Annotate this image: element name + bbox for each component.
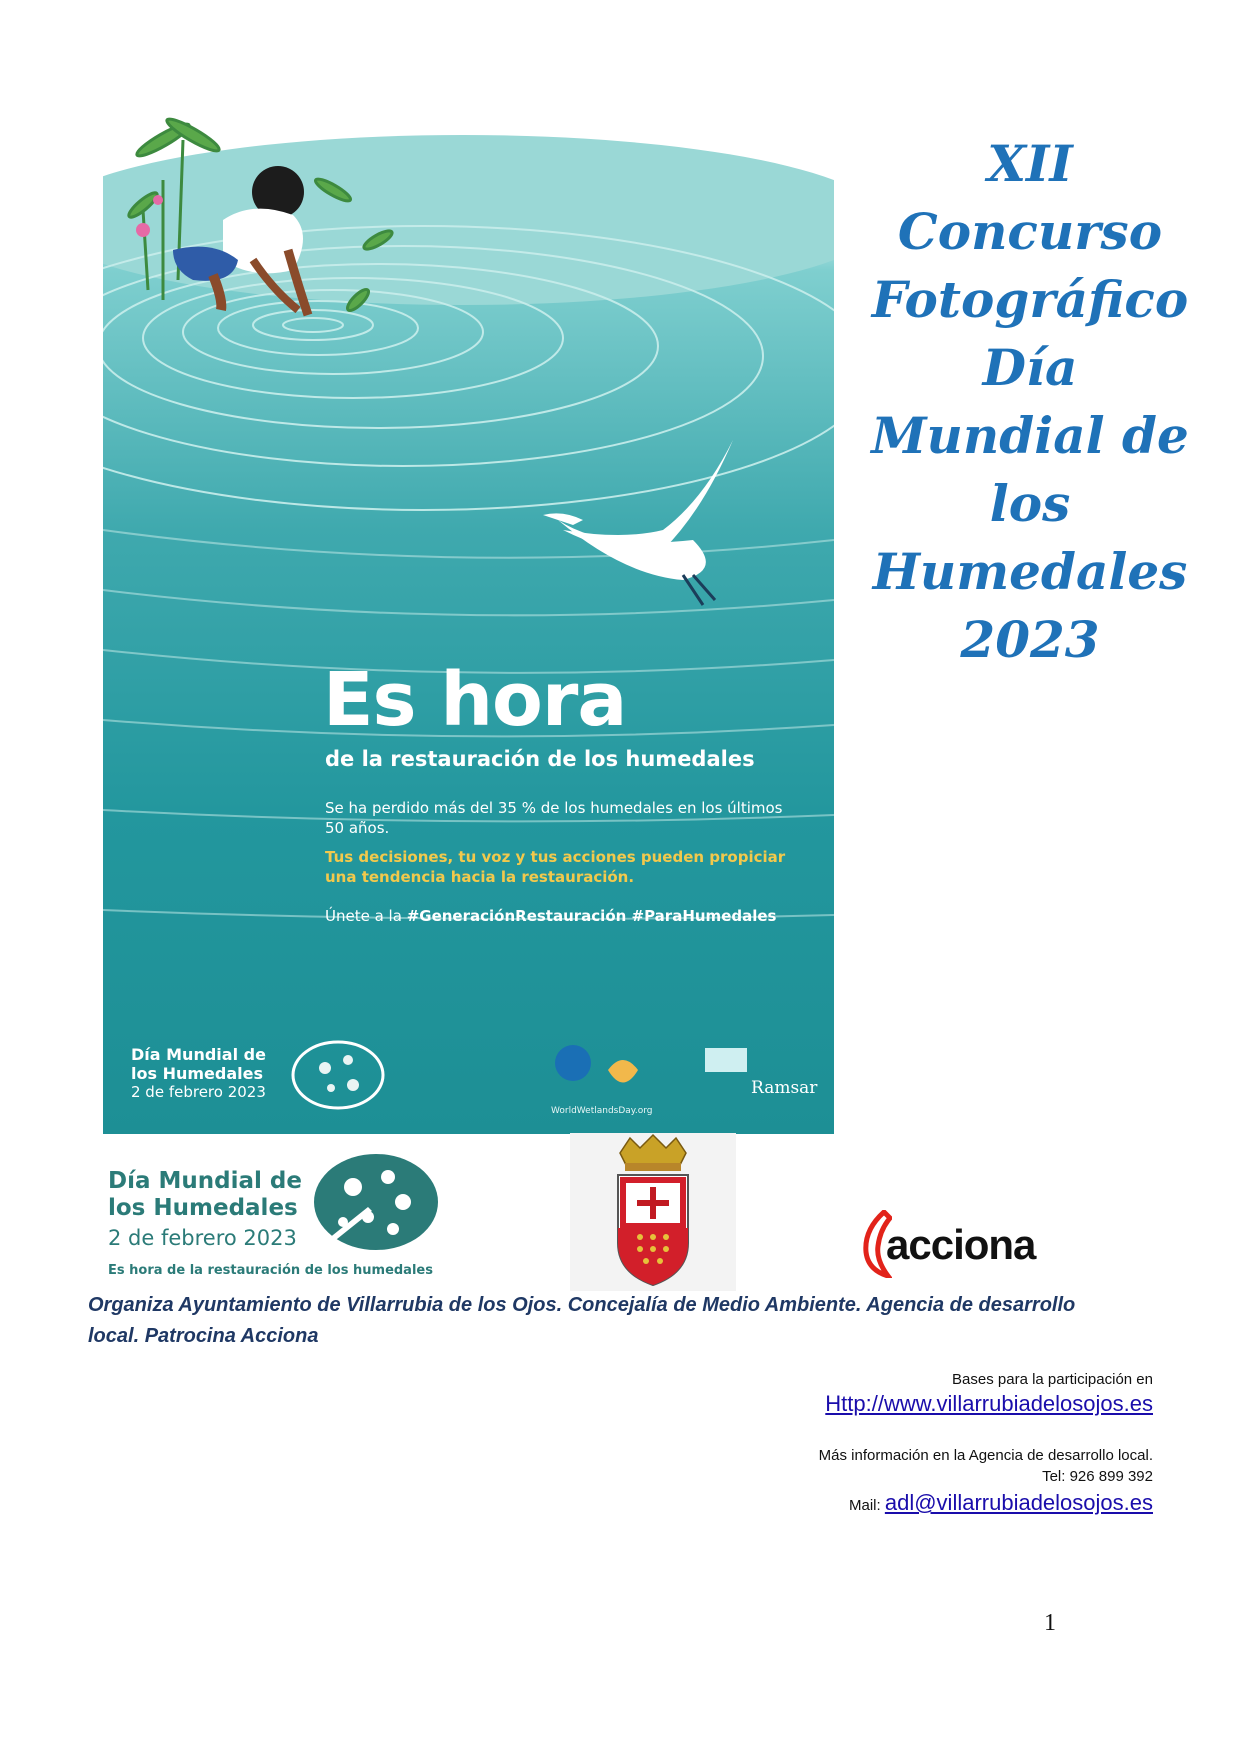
wwd-logo-tagline: Es hora de la restauración de los humedales [108, 1263, 433, 1278]
title-line: los [989, 474, 1071, 533]
danone-logo [555, 1045, 591, 1081]
poster-join-prefix: Únete a la [325, 907, 402, 925]
mail-line [849, 1490, 1153, 1516]
poster-join-line [325, 907, 776, 925]
poster-paragraph-action: Tus decisiones, tu voz y tus acciones pueden propiciar una tendencia hacia la restauración. [325, 848, 786, 886]
poster-wwd-line1: Día Mundial de [131, 1045, 266, 1064]
poster-website: WorldWetlandsDay.org [551, 1106, 653, 1116]
poster-wwd-label [131, 1045, 266, 1102]
wetlands-poster [103, 110, 834, 1134]
poster-illustration [103, 110, 834, 1134]
title-line: Humedales [872, 542, 1188, 601]
organizer-text: Organiza Ayuntamiento de Villarrubia de los Ojos. Concejalía de Medio Ambiente. Agencia de desarrollo local. Patrocina Acciona [88, 1294, 1076, 1347]
email-link[interactable]: adl@villarrubiadelosojos.es [884, 1490, 1153, 1515]
poster-paragraph-loss: Se ha perdido más del 35 % de los humedales en los últimos 50 años. [325, 799, 783, 837]
title-line: Día [982, 338, 1078, 397]
website-link[interactable]: Http://www.villarrubiadelosojos.es [825, 1391, 1153, 1416]
title-line: Mundial de [871, 406, 1189, 465]
title-line: 2023 [960, 610, 1100, 669]
wwd-logo-line1: Día Mundial de [108, 1168, 302, 1194]
ramsar-logo [705, 1048, 747, 1072]
ecosystem-restoration-logo [608, 1060, 638, 1083]
wwd-logo-title [108, 1168, 302, 1222]
wwd-emblem-logo [308, 1147, 443, 1257]
mail-label: Mail: [849, 1497, 881, 1514]
more-info-label: Más información en la Agencia de desarrollo local. [818, 1447, 1153, 1464]
poster-subheadline: de la restauración de los humedales [325, 747, 755, 771]
poster-wwd-line2: los Humedales [131, 1064, 263, 1083]
contest-title [860, 130, 1200, 674]
title-line: Concurso [897, 202, 1163, 261]
bases-label: Bases para la participación en [952, 1371, 1153, 1388]
poster-hashtags: #GeneraciónRestauración #ParaHumedales [406, 907, 777, 925]
poster-wwd-date: 2 de febrero 2023 [131, 1083, 266, 1101]
acciona-logo-text: acciona [886, 1221, 1036, 1268]
wwd-emblem [293, 1042, 383, 1108]
title-line: XII [987, 134, 1073, 193]
wwd-logo-line2: los Humedales [108, 1195, 298, 1221]
egret-bird [543, 440, 733, 580]
poster-ramsar-label: Ramsar [751, 1078, 818, 1098]
wwd-logo-date: 2 de febrero 2023 [108, 1226, 297, 1250]
page-number: 1 [1044, 1610, 1056, 1636]
coat-of-arms-box [570, 1133, 736, 1291]
title-line: Fotográfico [871, 270, 1189, 329]
poster-headline: Es hora [323, 657, 627, 743]
phone-label: Tel: 926 899 392 [1042, 1468, 1153, 1485]
coat-of-arms-icon [570, 1133, 736, 1291]
